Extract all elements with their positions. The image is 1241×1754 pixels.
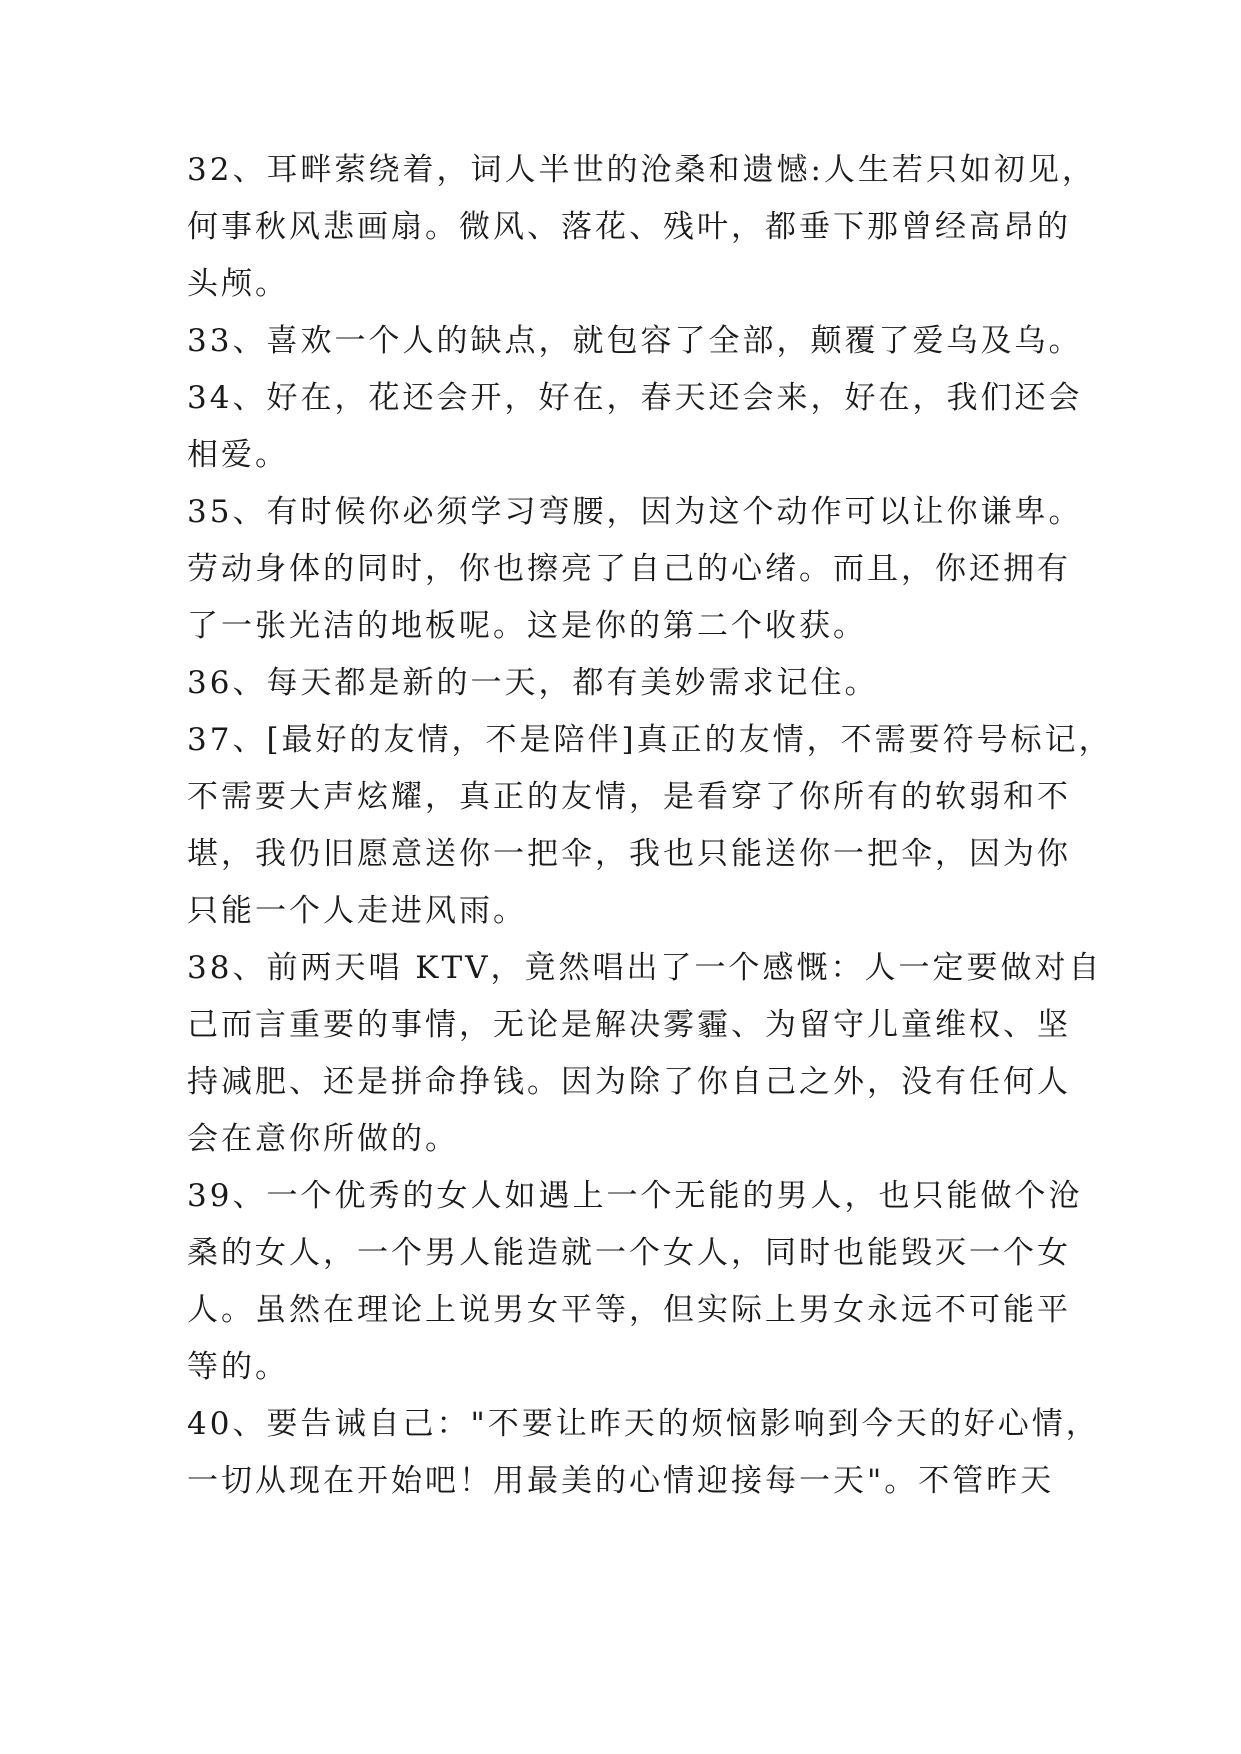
text-line: 40、要告诫自己："不要让昨天的烦恼影响到今天的好心情， [187,1406,1100,1442]
text-line: 桑的女人，一个男人能造就一个女人，同时也能毁灭一个女 [187,1235,1071,1271]
text-line: 持减肥、还是拼命挣钱。因为除了你自己之外，没有任何人 [187,1064,1071,1100]
text-line: 相爱。 [187,437,289,473]
text-line: 37、[最好的友情，不是陪伴]真正的友情，不需要符号标记， [187,722,1113,758]
text-line: 己而言重要的事情，无论是解决雾霾、为留守儿童维权、坚 [187,1007,1071,1043]
text-line: 了一张光洁的地板呢。这是你的第二个收获。 [187,608,867,644]
text-line: 32、耳畔萦绕着，词人半世的沧桑和遗憾:人生若只如初见， [187,152,1096,188]
text-line: 何事秋风悲画扇。微风、落花、残叶，都垂下那曾经高昂的 [187,209,1071,245]
text-line: 35、有时候你必须学习弯腰，因为这个动作可以让你谦卑。 [187,494,1083,530]
text-line: 38、前两天唱 KTV，竟然唱出了一个感慨：人一定要做对自 [187,950,1103,986]
text-line: 会在意你所做的。 [187,1121,459,1157]
text-line: 堪，我仍旧愿意送你一把伞，我也只能送你一把伞，因为你 [187,836,1071,872]
text-line: 36、每天都是新的一天，都有美妙需求记住。 [187,665,879,701]
text-line: 33、喜欢一个人的缺点，就包容了全部，颠覆了爱乌及乌。 [187,323,1083,359]
text-line: 只能一个人走进风雨。 [187,893,527,929]
text-line: 劳动身体的同时，你也擦亮了自己的心绪。而且，你还拥有 [187,551,1071,587]
text-line: 39、一个优秀的女人如遇上一个无能的男人，也只能做个沧 [187,1178,1083,1214]
text-line: 一切从现在开始吧！用最美的心情迎接每一天"。不管昨天 [187,1463,1055,1499]
text-line: 34、好在，花还会开，好在，春天还会来，好在，我们还会 [187,380,1083,416]
text-line: 不需要大声炫耀，真正的友情，是看穿了你所有的软弱和不 [187,779,1071,815]
text-line: 人。虽然在理论上说男女平等，但实际上男女永远不可能平 [187,1292,1071,1328]
text-line: 等的。 [187,1349,289,1385]
text-line: 头颅。 [187,266,289,302]
